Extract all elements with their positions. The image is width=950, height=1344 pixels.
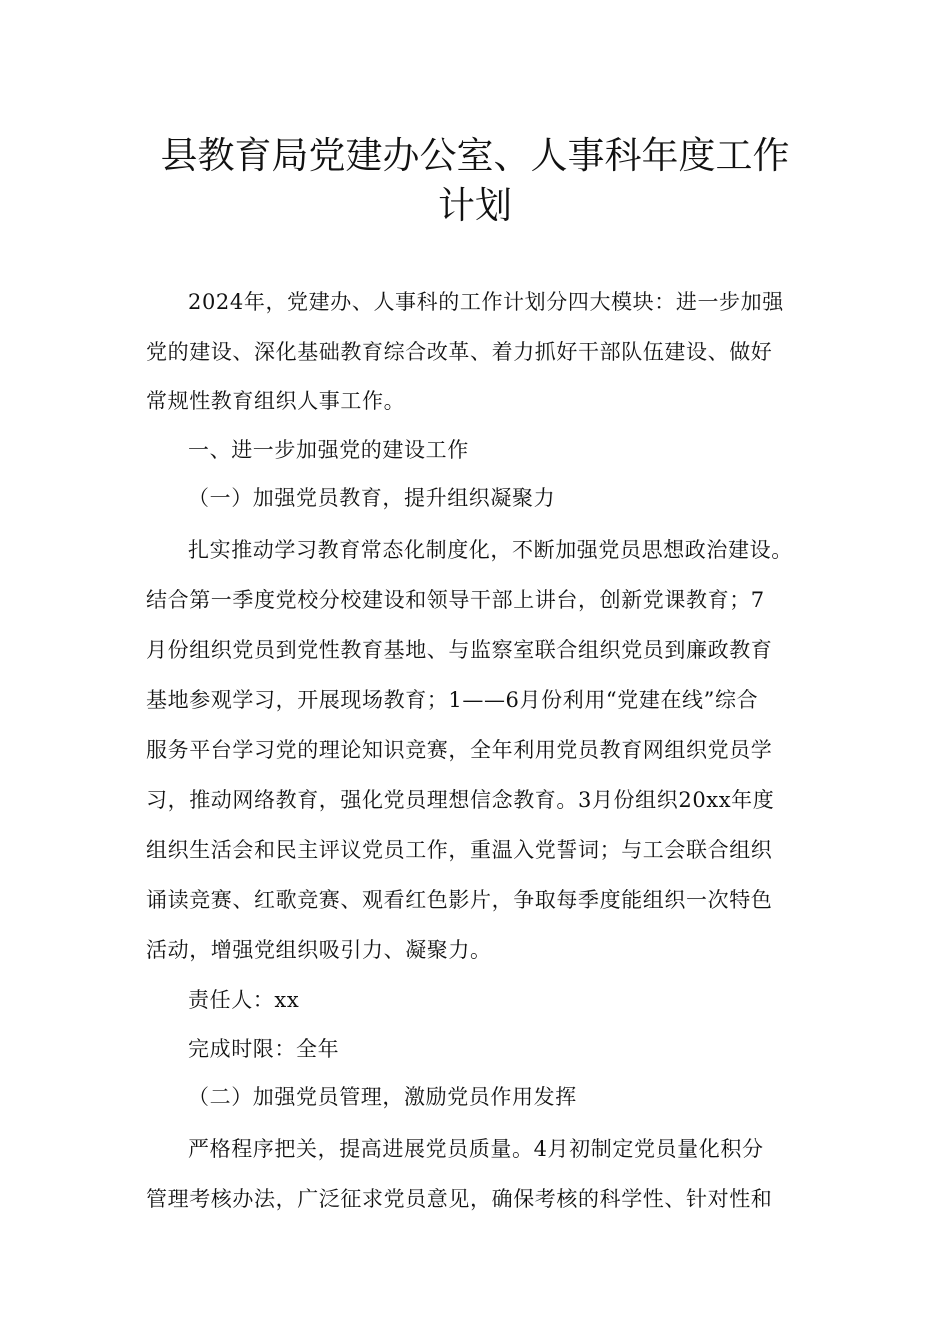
paragraph-line: 服务平台学习党的理论知识竞赛，全年利用党员教育网组织党员学 (146, 738, 773, 762)
paragraph-line: 组织生活会和民主评议党员工作，重温入党誓词；与工会联合组织 (146, 838, 773, 862)
paragraph-line: 结合第一季度党校分校建设和领导干部上讲台，创新党课教育；7 (146, 588, 765, 612)
document-title-line-2: 计划 (438, 184, 512, 227)
subsection-heading-2: （二）加强党员管理，激励党员作用发挥 (188, 1085, 577, 1109)
responsible-person: 责任人：xx (188, 988, 300, 1012)
paragraph-line: 管理考核办法，广泛征求党员意见，确保考核的科学性、针对性和 (146, 1187, 773, 1211)
document-title-line-1: 县教育局党建办公室、人事科年度工作 (160, 134, 790, 177)
paragraph-line: 诵读竞赛、红歌竞赛、观看红色影片，争取每季度能组织一次特色 (146, 888, 773, 912)
paragraph-line: 活动，增强党组织吸引力、凝聚力。 (146, 938, 492, 962)
paragraph-line: 习，推动网络教育，强化党员理想信念教育。3月份组织20xx年度 (146, 788, 775, 812)
section-heading-1: 一、进一步加强党的建设工作 (188, 438, 469, 462)
subsection-heading-1: （一）加强党员教育，提升组织凝聚力 (188, 486, 556, 510)
paragraph-line: 扎实推动学习教育常态化制度化，不断加强党员思想政治建设。 (188, 538, 793, 562)
paragraph-intro-line-1: 2024年，党建办、人事科的工作计划分四大模块：进一步加强 (188, 290, 784, 314)
paragraph-intro-line-3: 常规性教育组织人事工作。 (146, 389, 406, 413)
paragraph-intro-line-2: 党的建设、深化基础教育综合改革、着力抓好干部队伍建设、做好 (146, 340, 773, 364)
paragraph-line: 严格程序把关，提高进展党员质量。4月初制定党员量化积分 (188, 1137, 764, 1161)
paragraph-line: 基地参观学习，开展现场教育；1——6月份利用“党建在线”综合 (146, 688, 759, 712)
paragraph-line: 月份组织党员到党性教育基地、与监察室联合组织党员到廉政教育 (146, 638, 773, 662)
deadline: 完成时限：全年 (188, 1037, 340, 1061)
